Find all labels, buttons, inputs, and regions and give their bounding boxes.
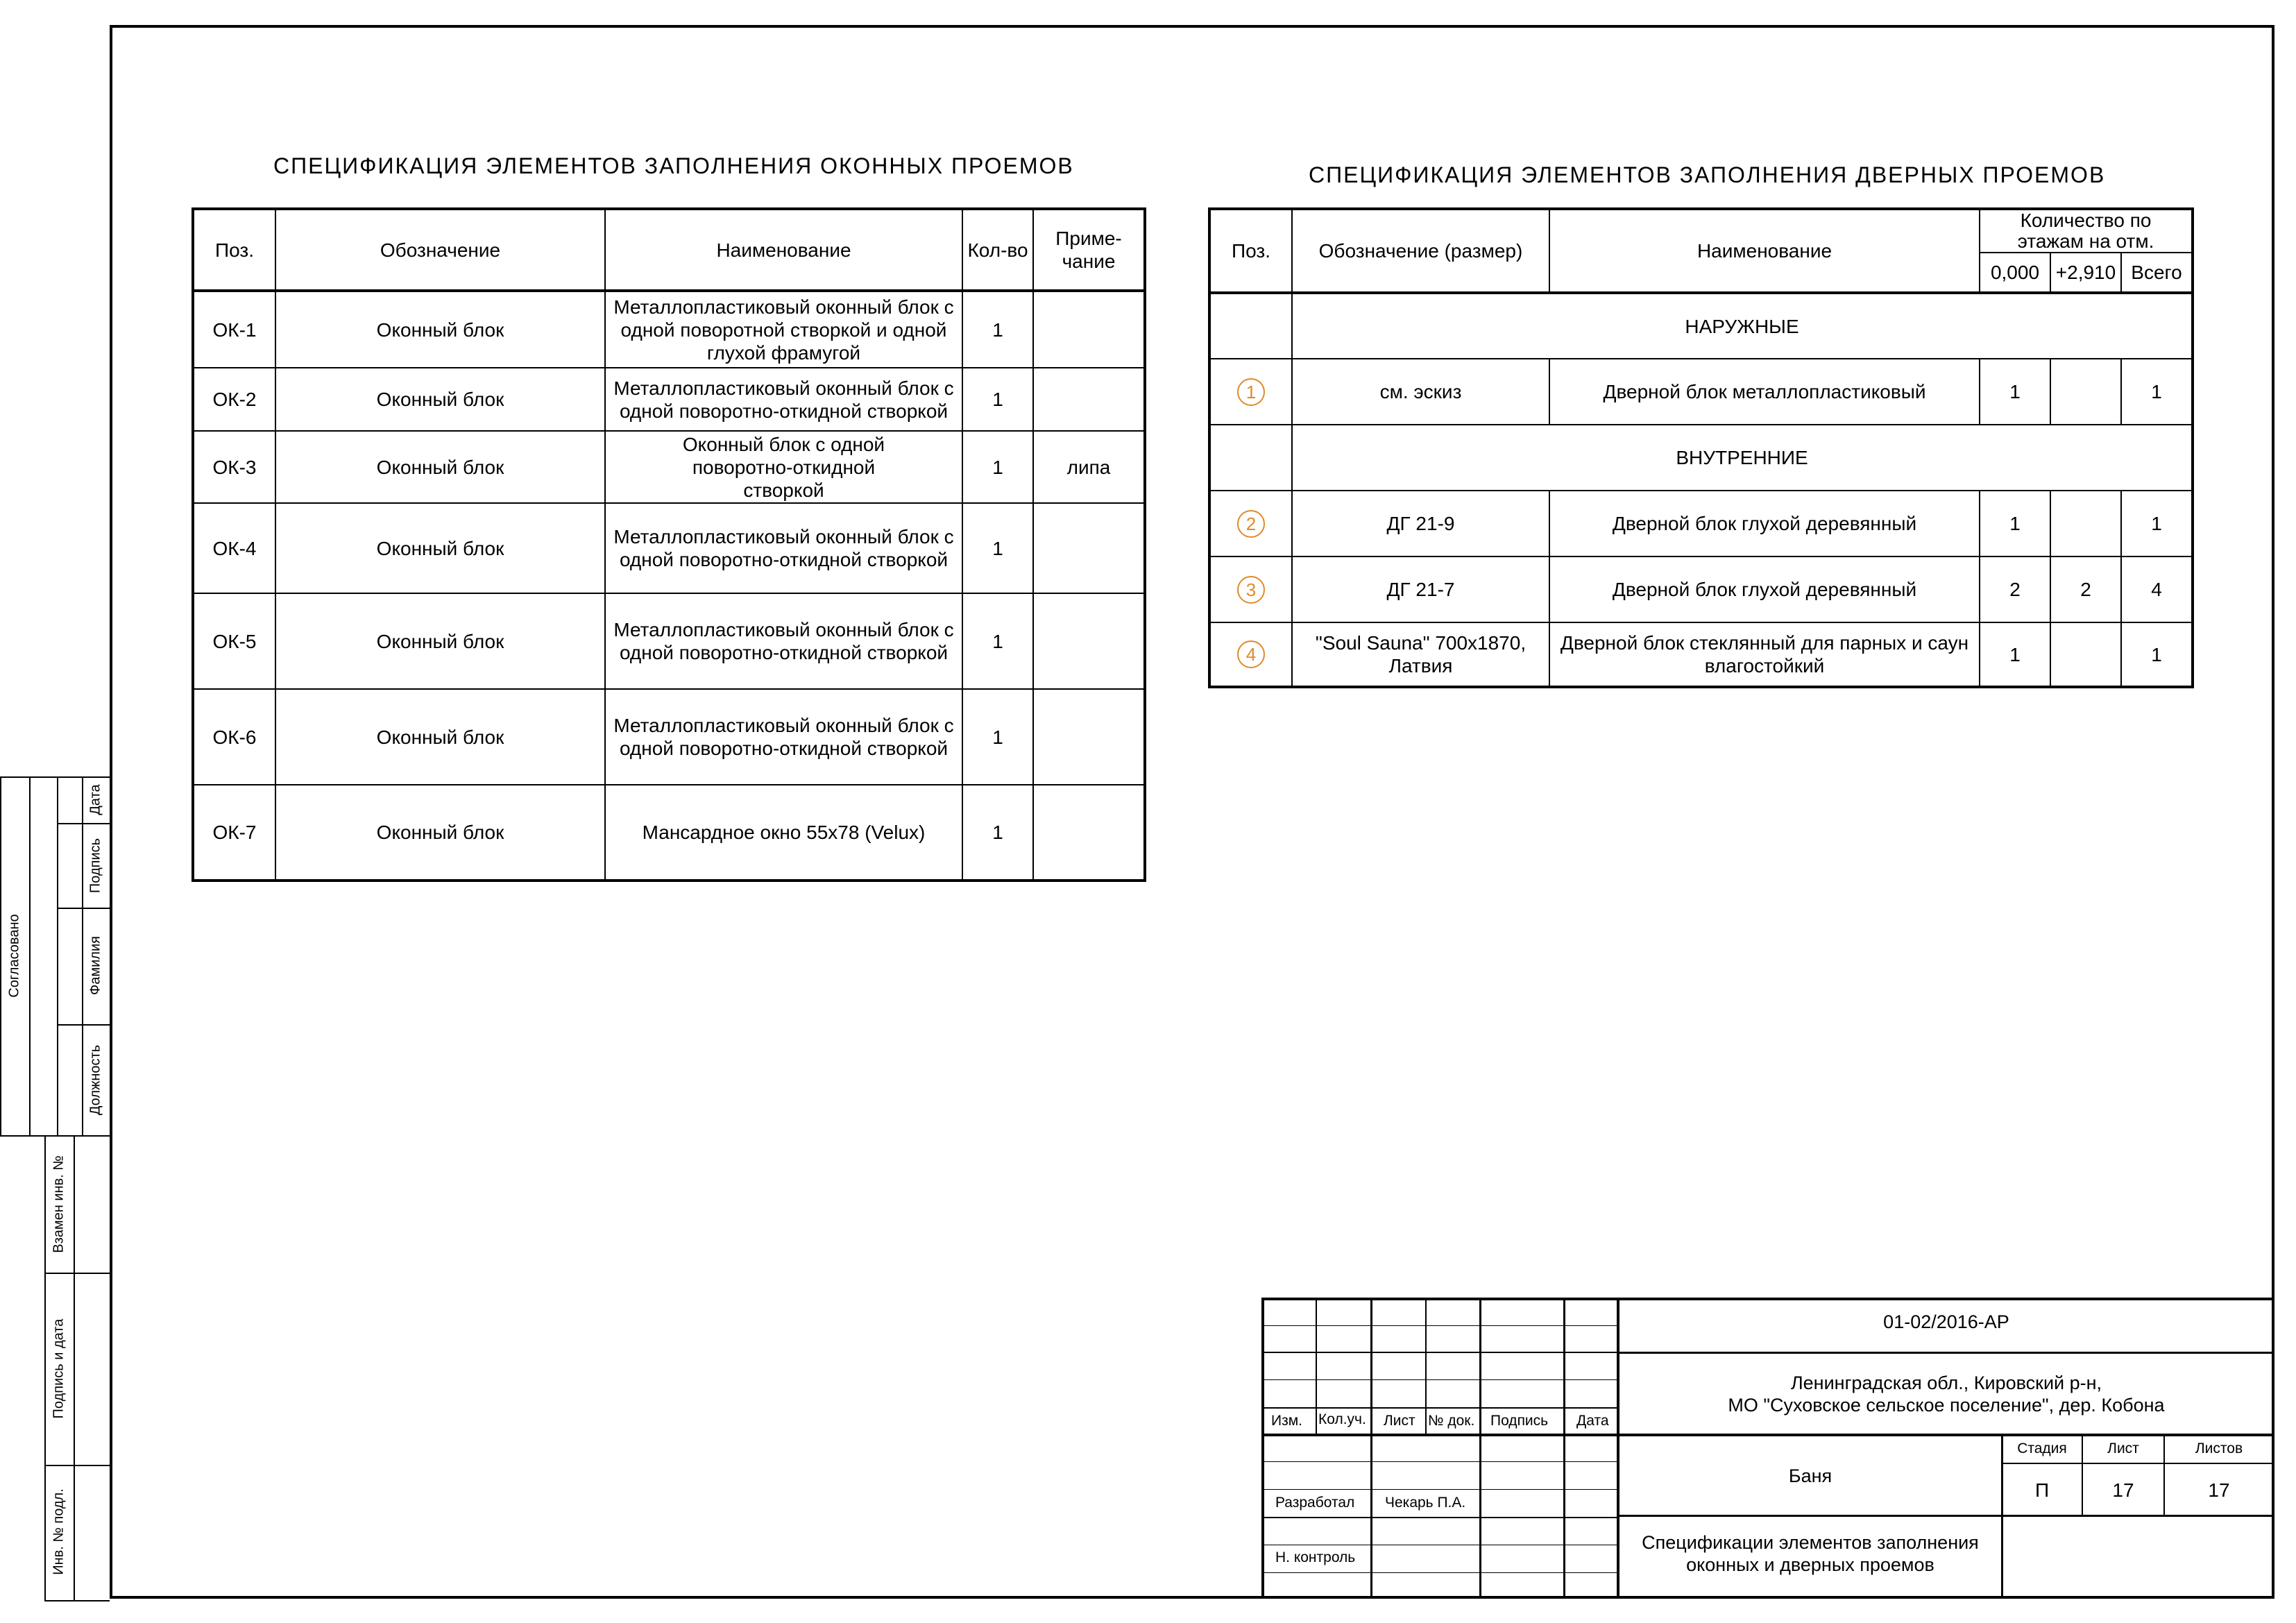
cell-pos: ОК-3 bbox=[193, 431, 275, 503]
cell-designation: см. эскиз bbox=[1292, 359, 1549, 425]
table-row bbox=[1209, 359, 2193, 425]
cell-note bbox=[1033, 291, 1145, 368]
cell-designation: ДГ 21-9 bbox=[1292, 491, 1549, 556]
signature-label: Подпись bbox=[87, 838, 103, 894]
cell-total: 1 bbox=[2121, 491, 2193, 556]
table-row bbox=[1209, 622, 2193, 687]
cell-floor-1: 2 bbox=[1980, 556, 2050, 622]
sheets-value: 17 bbox=[2208, 1479, 2230, 1501]
col-date: Дата bbox=[1576, 1413, 1609, 1429]
table-row bbox=[193, 291, 1145, 368]
cell-floor-2: 2 bbox=[2050, 556, 2121, 622]
cell-designation: Оконный блок bbox=[275, 785, 605, 881]
sign-date-label: Подпись и дата bbox=[51, 1318, 67, 1419]
cell-designation: ДГ 21-7 bbox=[1292, 556, 1549, 622]
cell-name: Металлопластиковый оконный блок с одной поворотно-откидной створкой bbox=[605, 368, 962, 431]
cell-name: Мансардное окно 55х78 (Velux) bbox=[605, 785, 962, 881]
table-row bbox=[193, 689, 1145, 785]
cell-designation: Оконный блок bbox=[275, 689, 605, 785]
cell-pos: ОК-6 bbox=[193, 689, 275, 785]
stage-label: Стадия bbox=[2017, 1441, 2067, 1456]
cell-floor-1: 1 bbox=[1980, 622, 2050, 687]
table-row bbox=[193, 593, 1145, 689]
cell-qty: 1 bbox=[962, 593, 1033, 689]
doors-spec-table bbox=[1208, 207, 2194, 688]
cell-name: Дверной блок глухой деревянный bbox=[1549, 556, 1980, 622]
col-doc: № док. bbox=[1428, 1413, 1475, 1429]
table-row bbox=[193, 368, 1145, 431]
cell-note bbox=[1033, 503, 1145, 593]
cell-qty: 1 bbox=[962, 503, 1033, 593]
cell-pos: ОК-4 bbox=[193, 503, 275, 593]
cell-name: Металлопластиковый оконный блок с одной поворотно-откидной створкой bbox=[605, 689, 962, 785]
project-code: 01-02/2016-АР bbox=[1883, 1311, 2009, 1332]
location-line-1: Ленинградская обл., Кировский р-н, bbox=[1790, 1373, 2102, 1393]
header-total: Всего bbox=[2121, 253, 2193, 293]
cell-pos bbox=[1209, 359, 1292, 425]
header-qty-group: Количество по этажам на отм. bbox=[1980, 209, 2193, 253]
date-label: Дата bbox=[87, 784, 103, 815]
position-marker: 1 bbox=[1237, 378, 1265, 406]
header-pos: Поз. bbox=[193, 209, 275, 291]
section-empty bbox=[1209, 293, 1292, 359]
cell-floor-1: 1 bbox=[1980, 491, 2050, 556]
header-floor-1: 0,000 bbox=[1980, 253, 2050, 293]
cell-designation: Оконный блок bbox=[275, 431, 605, 503]
inv-orig-label: Инв. № подл. bbox=[51, 1488, 67, 1575]
position-marker: 4 bbox=[1237, 640, 1265, 668]
cell-designation: Оконный блок bbox=[275, 593, 605, 689]
section-empty bbox=[1209, 425, 1292, 491]
position-marker: 2 bbox=[1237, 510, 1265, 538]
cell-qty: 1 bbox=[962, 785, 1033, 881]
col-kol: Кол.уч. bbox=[1318, 1411, 1366, 1427]
table-row bbox=[193, 431, 1145, 503]
header-designation: Обозначение bbox=[275, 209, 605, 291]
cell-pos: ОК-5 bbox=[193, 593, 275, 689]
header-designation: Обозначение (размер) bbox=[1292, 209, 1549, 293]
cell-total: 1 bbox=[2121, 359, 2193, 425]
agreed-label: Согласовано bbox=[6, 914, 22, 998]
header-qty: Кол-во bbox=[962, 209, 1033, 291]
cell-name: Дверной блок металлопластиковый bbox=[1549, 359, 1980, 425]
cell-pos: ОК-1 bbox=[193, 291, 275, 368]
cell-total: 1 bbox=[2121, 622, 2193, 687]
col-list: Лист bbox=[1384, 1413, 1415, 1429]
cell-name: Металлопластиковый оконный блок с одной поворотно-откидной створкой bbox=[605, 503, 962, 593]
cell-floor-1: 1 bbox=[1980, 359, 2050, 425]
cell-name: Дверной блок стеклянный для парных и саун влагостойкий bbox=[1549, 622, 1980, 687]
cell-name: Дверной блок глухой деревянный bbox=[1549, 491, 1980, 556]
header-name: Наименование bbox=[1549, 209, 1980, 293]
table-row bbox=[1209, 556, 2193, 622]
cell-name: Металлопластиковый оконный блок с одной поворотно-откидной створкой bbox=[605, 593, 962, 689]
stage-value: П bbox=[2034, 1479, 2050, 1501]
header-name: Наименование bbox=[605, 209, 962, 291]
sheet-title-line-1: Спецификации элементов заполнения bbox=[1642, 1532, 1979, 1553]
cell-pos bbox=[1209, 491, 1292, 556]
cell-qty: 1 bbox=[962, 431, 1033, 503]
cell-note bbox=[1033, 593, 1145, 689]
norm-control-label: Н. контроль bbox=[1275, 1549, 1356, 1565]
cell-designation: Оконный блок bbox=[275, 503, 605, 593]
table-row bbox=[193, 785, 1145, 881]
surname-label: Фамилия bbox=[87, 936, 103, 995]
cell-pos: ОК-2 bbox=[193, 368, 275, 431]
cell-pos bbox=[1209, 556, 1292, 622]
sheet-label: Лист bbox=[2107, 1441, 2139, 1456]
cell-qty: 1 bbox=[962, 689, 1033, 785]
windows-spec-table bbox=[192, 207, 1146, 882]
cell-floor-2 bbox=[2050, 622, 2121, 687]
sheet-title-line-2: оконных и дверных проемов bbox=[1686, 1554, 1934, 1575]
header-note: Приме- чание bbox=[1033, 209, 1145, 291]
developed-label: Разработал bbox=[1275, 1495, 1355, 1511]
location-line-2: МО "Суховское сельское поселение", дер. Кобона bbox=[1728, 1395, 2165, 1416]
cell-note bbox=[1033, 785, 1145, 881]
col-sign: Подпись bbox=[1490, 1413, 1549, 1429]
cell-qty: 1 bbox=[962, 368, 1033, 431]
replace-inv-label: Взамен инв. № bbox=[51, 1155, 67, 1253]
cell-pos bbox=[1209, 622, 1292, 687]
object-name: Баня bbox=[1788, 1465, 1832, 1486]
sheet-value: 17 bbox=[2112, 1479, 2134, 1501]
cell-pos: ОК-7 bbox=[193, 785, 275, 881]
header-pos: Поз. bbox=[1209, 209, 1292, 293]
cell-floor-2 bbox=[2050, 491, 2121, 556]
table-row bbox=[193, 503, 1145, 593]
cell-total: 4 bbox=[2121, 556, 2193, 622]
cell-name: Металлопластиковый оконный блок с одной поворотной створкой и одной глухой фрамугой bbox=[605, 291, 962, 368]
section-outer: НАРУЖНЫЕ bbox=[1292, 293, 2193, 359]
cell-floor-2 bbox=[2050, 359, 2121, 425]
cell-designation: Оконный блок bbox=[275, 291, 605, 368]
sheets-label: Листов bbox=[2195, 1441, 2243, 1456]
windows-spec-title: СПЕЦИФИКАЦИЯ ЭЛЕМЕНТОВ ЗАПОЛНЕНИЯ ОКОННЫХ ПРОЕМОВ bbox=[273, 153, 1074, 178]
section-inner: ВНУТРЕННИЕ bbox=[1292, 425, 2193, 491]
cell-qty: 1 bbox=[962, 291, 1033, 368]
cell-note: липа bbox=[1033, 431, 1145, 503]
doors-spec-title: СПЕЦИФИКАЦИЯ ЭЛЕМЕНТОВ ЗАПОЛНЕНИЯ ДВЕРНЫХ ПРОЕМОВ bbox=[1309, 162, 2106, 187]
cell-designation: Оконный блок bbox=[275, 368, 605, 431]
table-row bbox=[1209, 491, 2193, 556]
col-izm: Изм. bbox=[1271, 1413, 1302, 1429]
developer-name: Чекарь П.А. bbox=[1385, 1495, 1466, 1511]
position-label: Должность bbox=[87, 1044, 103, 1116]
cell-note bbox=[1033, 689, 1145, 785]
position-marker: 3 bbox=[1237, 576, 1265, 604]
cell-designation: "Soul Sauna" 700х1870, Латвия bbox=[1292, 622, 1549, 687]
cell-note bbox=[1033, 368, 1145, 431]
cell-name: Оконный блок с одной поворотно-откидной створкой bbox=[605, 431, 962, 503]
header-floor-2: +2,910 bbox=[2050, 253, 2121, 293]
